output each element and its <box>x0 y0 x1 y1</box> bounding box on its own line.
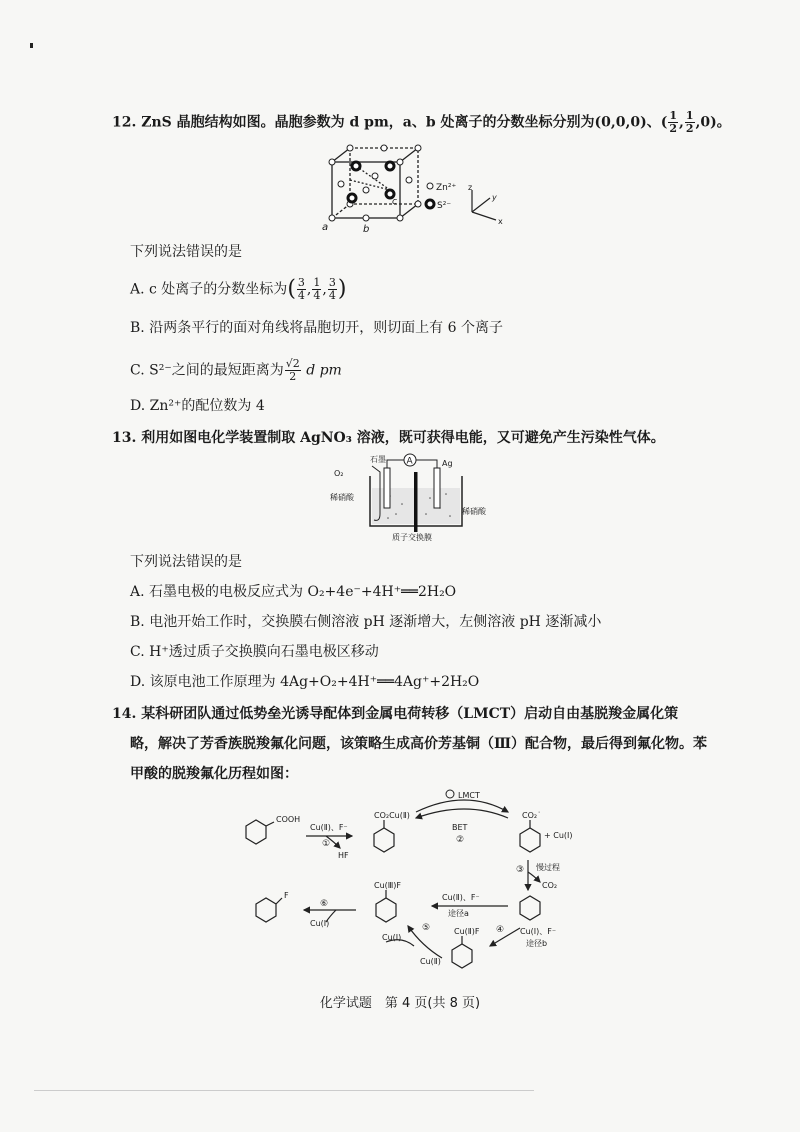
cooh-label: COOH <box>276 815 301 824</box>
q12-frac-1: $\frac{1}{2}$ <box>669 109 677 135</box>
scan-mark <box>30 43 33 48</box>
q13-option-c: C. H⁺透过质子交换膜向石墨电极区移动 <box>130 644 379 660</box>
proton-exchange-membrane <box>414 472 418 532</box>
o2-label: O₂ <box>334 469 344 478</box>
q12-option-b: B. 沿两条平行的面对角线将晶胞切开，则切面上有 6 个离子 <box>130 320 503 336</box>
zn-ion <box>372 173 378 179</box>
graphite-electrode <box>384 468 390 508</box>
electrochemical-cell-figure <box>330 452 490 544</box>
svg-text:途径a: 途径a <box>448 909 469 918</box>
svg-text:Cu(Ⅱ): Cu(Ⅱ) <box>420 957 441 966</box>
svg-text:慢过程: 慢过程 <box>536 863 560 872</box>
svg-text:CO₂˙: CO₂˙ <box>522 811 542 820</box>
ag-label: Ag <box>442 459 453 468</box>
graphite-label: 石墨 <box>370 455 386 464</box>
svg-text:Cu(Ⅰ): Cu(Ⅰ) <box>310 919 330 928</box>
legend-s-label: S²⁻ <box>437 201 452 211</box>
light-bulb-icon <box>446 790 454 798</box>
benzene-ring <box>376 898 396 922</box>
q12-option-d: D. Zn²⁺的配位数为 4 <box>130 398 265 414</box>
scan-edge <box>34 1090 534 1091</box>
svg-text:BET: BET <box>452 823 468 832</box>
svg-text:⑤: ⑤ <box>422 923 431 933</box>
benzene-ring <box>520 896 540 920</box>
axis-y-label: y <box>492 193 497 202</box>
s-ion <box>352 162 360 170</box>
svg-text:Cu(Ⅰ): Cu(Ⅰ) <box>382 933 402 942</box>
zn-ion <box>415 145 421 151</box>
zn-ion <box>329 159 335 165</box>
q13-option-d: D. 该原电池工作原理为 4Ag+O₂+4H⁺══4Ag⁺+2H₂O <box>130 674 480 690</box>
svg-text:②: ② <box>456 835 465 845</box>
svg-text:LMCT: LMCT <box>458 791 480 800</box>
zn-ion <box>338 181 344 187</box>
zns-unit-cell-figure <box>320 140 520 232</box>
q13-header: 13. 利用如图电化学装置制取 AgNO₃ 溶液，既可获得电能，又可避免产生污染性气体。 <box>112 430 665 446</box>
label-b: b <box>363 224 370 232</box>
svg-text:+ Cu(Ⅰ): + Cu(Ⅰ) <box>544 831 573 840</box>
q12-header-text: 12. ZnS 晶胞结构如图。晶胞参数为 d pm，a、b 处离子的分数坐标分别为(0,0,0)、( <box>112 114 668 131</box>
svg-text:Cu(Ⅱ)、F⁻: Cu(Ⅱ)、F⁻ <box>310 823 348 832</box>
zn-ion <box>347 145 353 151</box>
legend-zn-label: Zn²⁺ <box>436 183 457 193</box>
svg-text:CO₂: CO₂ <box>542 881 558 890</box>
svg-text:Cu(Ⅱ)、F⁻: Cu(Ⅱ)、F⁻ <box>442 893 480 902</box>
arrow-lmct <box>416 800 508 812</box>
legend-s-icon <box>426 200 434 208</box>
q12-header: 12. ZnS 晶胞结构如图。晶胞参数为 d pm，a、b 处离子的分数坐标分别为(0,0,0)、( $\frac{1}{2}$ , $\frac{1}{2}$ ,0)。 <box>112 109 731 135</box>
s-ion <box>386 162 394 170</box>
ag-electrode <box>434 468 440 508</box>
zn-ion <box>397 159 403 165</box>
q13-option-b: B. 电池开始工作时，交换膜右侧溶液 pH 逐渐增大，左侧溶液 pH 逐渐减小 <box>130 614 602 630</box>
benzene-ring <box>520 828 540 852</box>
q12-option-c: C. S²⁻之间的最短距离为 $\frac{√2}{2}$ d pm <box>130 357 342 383</box>
svg-text:HF: HF <box>338 851 349 860</box>
arrow-step-4 <box>490 928 520 946</box>
label-a: a <box>322 222 329 232</box>
q12-frac-2: $\frac{1}{2}$ <box>685 109 694 135</box>
arrow-bet <box>416 809 508 818</box>
zn-ion <box>363 215 369 221</box>
zn-ion <box>329 215 335 221</box>
q14-line-1: 14. 某科研团队通过低势垒光诱导配体到金属电荷转移（LMCT）启动自由基脱羧金属化策 <box>112 706 679 722</box>
svg-text:CO₂Cu(Ⅱ): CO₂Cu(Ⅱ) <box>374 811 410 820</box>
q12-option-a: A. c 处离子的分数坐标为( $\frac{3}{4}$ , $\frac{1}{4}$ , $\frac{3}{4}$ ) <box>130 276 347 302</box>
label-c: c <box>392 197 397 207</box>
q14-line-2: 略，解决了芳香族脱羧氟化问题，该策略生成高价芳基铜（Ⅲ）配合物，最后得到氟化物。苯 <box>130 736 708 752</box>
membrane-label: 质子交换膜 <box>392 533 432 542</box>
zn-ion <box>415 201 421 207</box>
svg-text:Cu(Ⅱ)F: Cu(Ⅱ)F <box>454 927 480 936</box>
svg-text:Cu(Ⅰ)、F⁻: Cu(Ⅰ)、F⁻ <box>520 927 557 936</box>
benzene-ring <box>452 944 472 968</box>
left-acid-label: 稀硝酸 <box>330 493 354 502</box>
q13-option-a: A. 石墨电极的电极反应式为 O₂+4e⁻+4H⁺══2H₂O <box>130 584 457 600</box>
zn-ion <box>363 187 369 193</box>
q13-prompt: 下列说法错误的是 <box>130 554 242 570</box>
benzene-ring <box>374 828 394 852</box>
svg-text:⑥: ⑥ <box>320 899 329 909</box>
benzene-ring <box>256 898 276 922</box>
page-footer: 化学试题 第 4 页(共 8 页) <box>319 996 481 1011</box>
q12-prompt: 下列说法错误的是 <box>130 244 242 260</box>
zn-ion <box>381 145 387 151</box>
svg-text:Cu(Ⅲ)F: Cu(Ⅲ)F <box>374 881 402 890</box>
zn-ion <box>397 215 403 221</box>
svg-text:①: ① <box>322 839 331 849</box>
axis-z-label: z <box>468 183 473 192</box>
legend-zn-icon <box>427 183 433 189</box>
zn-ion <box>406 177 412 183</box>
svg-text:③: ③ <box>516 865 525 875</box>
svg-text:A: A <box>406 456 413 467</box>
q12-header-tail: ,0)。 <box>695 114 731 131</box>
svg-text:④: ④ <box>496 925 505 935</box>
benzene-ring <box>246 820 266 844</box>
s-ion <box>348 194 356 202</box>
svg-text:途径b: 途径b <box>526 939 548 948</box>
svg-text:F: F <box>284 891 289 900</box>
right-acid-label: 稀硝酸 <box>462 507 486 516</box>
decarboxylative-fluorination-scheme <box>236 786 596 986</box>
q14-line-3: 甲酸的脱羧氟化历程如图： <box>130 766 298 782</box>
axis-x-label: x <box>498 217 503 226</box>
